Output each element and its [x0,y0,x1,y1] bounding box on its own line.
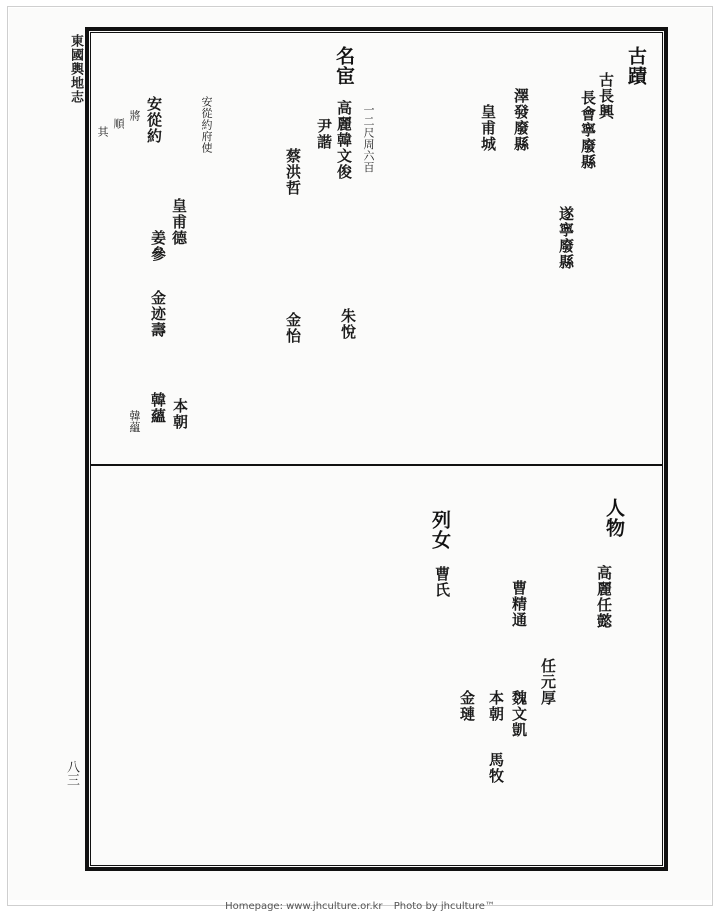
upper-fragment-3: 其 [96,126,109,138]
spine-title: 東國輿地志 [68,34,83,104]
lower-heading-yeollyeo: 列女 [429,510,451,550]
lower-entry-ma-mok: 馬牧 [487,752,505,784]
upper-entry-han-on-note: 韓蘊 [128,410,141,433]
lower-entry-im-ui: 高麗任懿 [595,565,613,629]
upper-entry-kim-i: 金怡 [284,312,302,344]
upper-entry-chae-hongcheol: 蔡洪哲 [284,148,302,196]
upper-entry-gojangheung: 古長興 [597,72,615,120]
section-divider [90,464,663,466]
upper-entry-ju-yeol: 朱悅 [339,308,357,340]
upper-entry-hoeryeong: 長會寧廢縣 [579,90,597,170]
upper-entry-kim-jeoksu: 金迹壽 [149,290,167,338]
page-number: 八三 [64,760,79,786]
lower-entry-wi-mungae: 魏文凱 [510,690,528,738]
upper-entry-han-on: 韓蘊 [149,392,167,424]
upper-annotation-fortress: 一二尺周六百 [362,104,375,173]
lower-entry-bonjo: 本朝 [487,690,505,722]
text-frame-inner [90,32,663,866]
upper-heading-gujeok: 古蹟 [625,46,647,86]
footer-homepage: Homepage: www.jhculture.or.kr [225,901,383,912]
upper-entry-kang-cham: 姜參 [149,230,167,262]
upper-entry-taekbal: 澤發廢縣 [512,88,530,152]
upper-fragment-2: 順 [112,118,125,130]
upper-entry-an-jongyak: 安從約 [145,96,163,144]
upper-entry-hwangbo-fortress: 皇甫城 [479,104,497,152]
upper-entry-suryeong: 遂寧廢縣 [557,206,575,270]
upper-entry-an-jongyak-office: 安從約府使 [200,96,213,154]
lower-entry-jo-ssi: 曹氏 [433,566,451,598]
upper-entry-yun-hae: 尹諧 [315,118,333,150]
lower-heading-inmul: 人物 [603,498,625,538]
footer-credits [0,900,720,914]
upper-heading-myeonggwan: 名宦 [333,46,355,86]
lower-entry-im-wonhu: 任元厚 [539,658,557,706]
lower-entry-kim-ryeon: 金璉 [458,690,476,722]
upper-entry-han-munjun: 高麗韓文俊 [335,100,353,180]
upper-entry-hwangbo-deok: 皇甫德 [170,198,188,246]
lower-entry-jo-jeongtong: 曹精通 [510,580,528,628]
footer-photo: Photo by jhculture™ [393,901,495,912]
upper-entry-bonjo: 本朝 [171,398,189,430]
upper-fragment-1: 將 [128,110,141,122]
